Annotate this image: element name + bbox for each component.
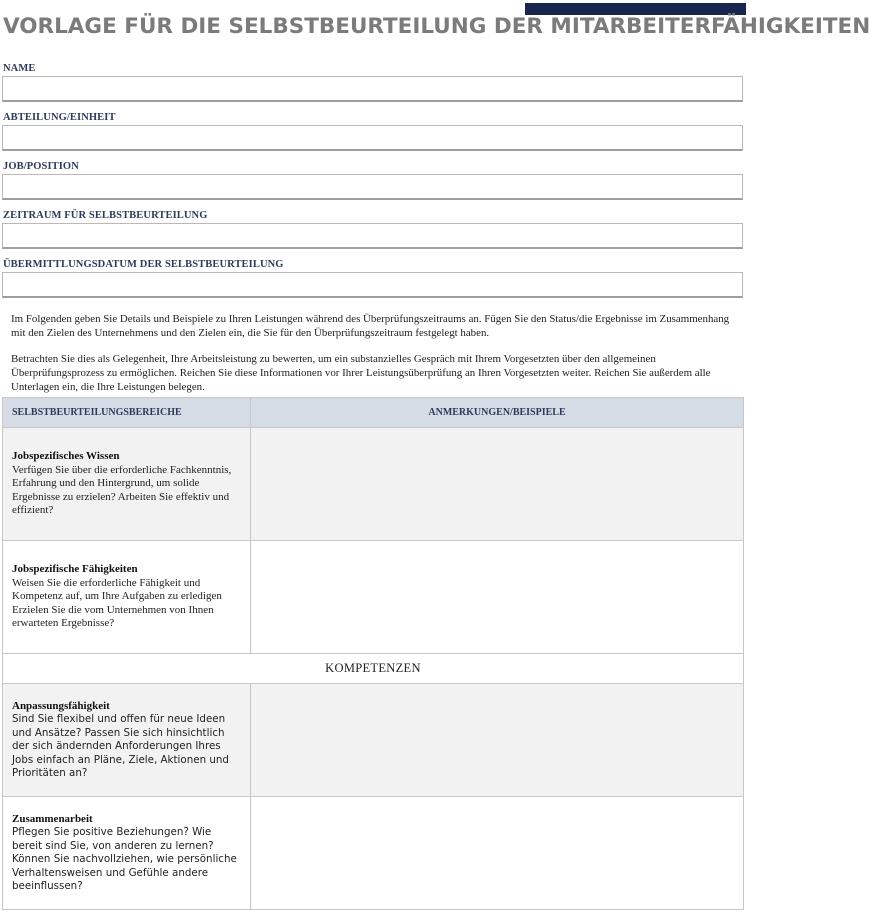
area-title: Anpassungsfähigkeit	[12, 699, 110, 712]
intro-paragraph-2: Betrachten Sie dies als Gelegenheit, Ihre Arbeitsleistung zu bewerten, um ein substanzielles Gespräch mit Ihrem Vorgesetzten über den allgemeinen Überprüfungsprozess zu ermöglichen. Reichen Sie diese Informationen vor Ihrer Leistungsüberprüfung an Ihren Vorgesetzten weiter. Reichen Sie außerdem alle Unterlagen ein, die Ihre Leistungen belegen.	[11, 353, 711, 393]
assessment-table	[2, 397, 744, 910]
area-title: Jobspezifisches Wissen	[12, 450, 120, 463]
notes-cell[interactable]	[251, 684, 744, 797]
table-row	[3, 684, 744, 797]
notes-cell[interactable]	[251, 541, 744, 654]
area-cell	[3, 684, 251, 797]
area-cell	[3, 428, 251, 541]
intro-paragraph-1: Im Folgenden geben Sie Details und Beispiele zu Ihren Leistungen während des Überprüfungszeitraums an. Fügen Sie den Status/die Ergebnisse im Zusammenhang mit den Zielen des Unternehmens und den Zielen ein, die Sie für den Überprüfungszeitraum festgelegt haben.	[11, 313, 730, 339]
department-field[interactable]	[2, 125, 743, 151]
notes-cell[interactable]	[251, 428, 744, 541]
name-field[interactable]	[2, 76, 743, 102]
area-description: Sind Sie flexibel und offen für neue Ideen und Ansätze? Passen Sie sich hinsichtlich der sich ändernden Anforderungen Ihres Jobs einfach an Pläne, Ziele, Aktionen und Prioritäten an?	[12, 713, 229, 779]
area-cell	[3, 797, 251, 910]
review-period-label: ZEITRAUM FÜR SELBSTBEURTEILUNG	[3, 210, 208, 221]
section-title: KOMPETENZEN	[3, 654, 744, 684]
table-row	[3, 428, 744, 541]
page-title: VORLAGE FÜR DIE SELBSTBEURTEILUNG DER MITARBEITERFÄHIGKEITEN	[3, 14, 870, 39]
review-period-field[interactable]	[2, 223, 743, 249]
col-area-header: SELBSTBEURTEILUNGSBEREICHE	[3, 398, 251, 428]
submission-date-field[interactable]	[2, 272, 743, 298]
col-notes-header: ANMERKUNGEN/BEISPIELE	[251, 398, 744, 428]
job-position-field[interactable]	[2, 174, 743, 200]
table-row	[3, 797, 744, 910]
area-title: Zusammenarbeit	[12, 812, 93, 825]
notes-cell[interactable]	[251, 797, 744, 910]
area-title: Jobspezifische Fähigkeiten	[12, 563, 138, 576]
submission-date-label: ÜBERMITTLUNGSDATUM DER SELBSTBEURTEILUNG	[3, 259, 284, 270]
area-cell	[3, 541, 251, 654]
section-row	[3, 654, 744, 684]
name-label: NAME	[3, 63, 36, 74]
area-description: Pflegen Sie positive Beziehungen? Wie bereit sind Sie, von anderen zu lernen? Können Sie nachvollziehen, wie persönliche Verhaltensweisen und Gefühle andere beeinflussen?	[12, 826, 237, 892]
table-row	[3, 541, 744, 654]
job-position-label: JOB/POSITION	[3, 161, 79, 172]
area-description: Verfügen Sie über die erforderliche Fachkenntnis, Erfahrung und den Hintergrund, um solide Ergebnisse zu erzielen? Arbeiten Sie effektiv und effizient?	[12, 463, 232, 517]
table-header-row	[3, 398, 744, 428]
area-description: Weisen Sie die erforderliche Fähigkeit und Kompetenz auf, um Ihre Aufgaben zu erledigen Erzielen Sie die vom Unternehmen von Ihnen erwarteten Ergebnisse?	[12, 576, 222, 630]
department-label: ABTEILUNG/EINHEIT	[3, 112, 116, 123]
